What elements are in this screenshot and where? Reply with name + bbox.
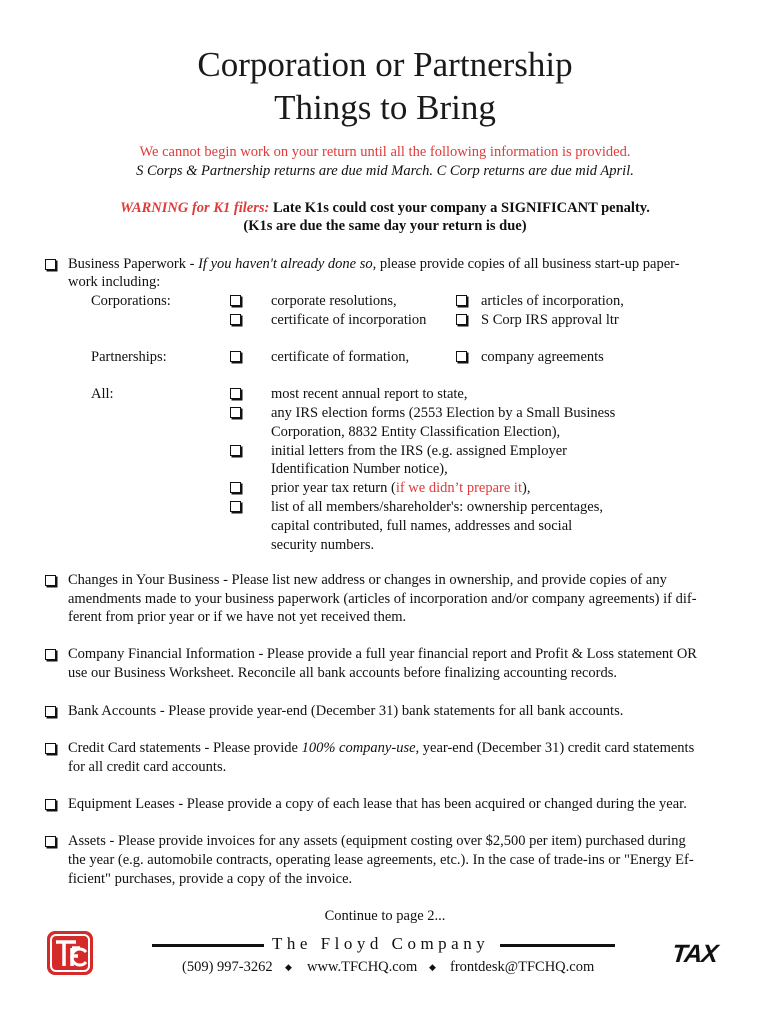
articles-of-incorporation: articles of incorporation, (481, 293, 624, 309)
checkbox-credit-card[interactable] (45, 743, 56, 754)
annual-report: most recent annual report to state, (271, 386, 468, 402)
warning-label: WARNING for K1 filers: (120, 200, 270, 216)
footer-company-name: The Floyd Company (272, 934, 490, 953)
financial-l2: use our Business Worksheet. Reconcile all bank accounts before finalizing accounting records. (68, 665, 617, 681)
prior-year-return (271, 479, 530, 498)
checkbox-business-paperwork[interactable] (45, 259, 56, 270)
business-paperwork-line2: work including: (68, 274, 161, 290)
company-agreements: company agreements (481, 349, 604, 365)
checkbox-financial[interactable] (45, 649, 56, 660)
corporations-label: Corporations: (91, 293, 171, 309)
financial-l1: Company Financial Information - Please provide a full year financial report and Profit & Loss statement OR (68, 646, 697, 662)
checkbox-changes[interactable] (45, 575, 56, 586)
checkbox-certificate-of-incorporation[interactable] (230, 314, 241, 325)
warning-line-2: (K1s are due the same day your return is due) (243, 218, 527, 234)
checkbox-company-agreements[interactable] (456, 351, 467, 362)
footer-website[interactable]: www.TFCHQ.com (307, 959, 418, 975)
tfc-logo (46, 930, 94, 976)
irs-election-forms-l2: Corporation, 8832 Entity Classification Election), (271, 424, 561, 440)
due-dates-text: S Corps & Partnership returns are due mid March. C Corp returns are due mid April. (136, 163, 634, 179)
checkbox-irs-election-forms[interactable] (230, 407, 241, 418)
checkbox-bank-accounts[interactable] (45, 706, 56, 717)
business-paperwork-rest: please provide copies of all business start-up paper- (376, 256, 680, 272)
initial-irs-letters-l1: initial letters from the IRS (e.g. assigned Employer (271, 443, 567, 459)
footer-rule-left (152, 944, 264, 947)
certificate-of-incorporation: certificate of incorporation (271, 312, 427, 328)
footer-rule-right (500, 944, 615, 947)
credit-card-post: year-end (December 31) credit card statements (419, 740, 695, 756)
checkbox-assets[interactable] (45, 836, 56, 847)
credit-card-pre: Credit Card statements - Please provide (68, 740, 302, 756)
credit-card-l1 (68, 739, 694, 758)
initial-irs-letters-l2: Identification Number notice), (271, 461, 448, 477)
tax-logo: TAX (670, 940, 719, 968)
changes-l2: amendments made to your business paperwork (articles of incorporation and/or company agreements) if dif- (68, 591, 697, 607)
members-list-l1: list of all members/shareholder's: ownership percentages, (271, 499, 603, 515)
checkbox-initial-irs-letters[interactable] (230, 445, 241, 456)
members-list-l3: security numbers. (271, 537, 375, 553)
business-paperwork-heading: Business Paperwork - (68, 256, 199, 272)
checkbox-annual-report[interactable] (230, 388, 241, 399)
footer-email[interactable]: frontdesk@TFCHQ.com (450, 959, 595, 975)
checkbox-corporate-resolutions[interactable] (230, 295, 241, 306)
page-title: Corporation or Partnership (197, 45, 573, 84)
equipment-leases: Equipment Leases - Please provide a copy of each lease that has been acquired or changed during the year. (68, 796, 687, 812)
checkbox-articles-of-incorporation[interactable] (456, 295, 467, 306)
credit-card-l2: for all credit card accounts. (68, 759, 227, 775)
footer-bullet-1: ◆ (285, 962, 292, 972)
checkbox-s-corp-approval[interactable] (456, 314, 467, 325)
prior-year-return-pre: prior year tax return ( (271, 480, 396, 496)
warning-line (0, 199, 770, 217)
continue-text: Continue to page 2... (324, 908, 446, 924)
notice-text: We cannot begin work on your return until all the following information is provided. (139, 144, 631, 160)
s-corp-approval: S Corp IRS approval ltr (481, 312, 619, 328)
checkbox-certificate-of-formation[interactable] (230, 351, 241, 362)
changes-l1: Changes in Your Business - Please list new address or changes in ownership, and provide copies of any (68, 572, 667, 588)
irs-election-forms-l1: any IRS election forms (2553 Election by a Small Business (271, 405, 616, 421)
bank-accounts: Bank Accounts - Please provide year-end (December 31) bank statements for all bank accounts. (68, 703, 624, 719)
footer-phone: (509) 997-3262 (182, 959, 273, 975)
all-label: All: (91, 386, 114, 402)
members-list-l2: capital contributed, full names, addresses and social (271, 518, 573, 534)
corporate-resolutions: corporate resolutions, (271, 293, 397, 309)
footer-bullet-2: ◆ (429, 962, 436, 972)
assets-l2: the year (e.g. automobile contracts, operating lease agreements, etc.). In the case of trade-ins or "Energy Ef- (68, 852, 694, 868)
credit-card-italic: 100% company-use, (301, 740, 420, 756)
checkbox-members-list[interactable] (230, 501, 241, 512)
certificate-of-formation: certificate of formation, (271, 349, 410, 365)
prior-year-return-note: if we didn’t prepare it (395, 480, 522, 496)
business-paperwork-line1 (68, 255, 680, 274)
page-subtitle: Things to Bring (274, 88, 496, 127)
partnerships-label: Partnerships: (91, 349, 167, 365)
warning-text: Late K1s could cost your company a SIGNIFICANT penalty. (272, 200, 650, 216)
changes-l3: ferent from prior year or if we have not yet received them. (68, 609, 407, 625)
logo-background (47, 931, 93, 975)
assets-l1: Assets - Please provide invoices for any assets (equipment costing over $2,500 per item) purchased during (68, 833, 686, 849)
business-paperwork-italic: If you haven't already done so, (198, 256, 377, 272)
prior-year-return-post: ), (521, 480, 531, 496)
assets-l3: ficient" purchases, provide a copy of the invoice. (68, 871, 353, 887)
checkbox-prior-year-return[interactable] (230, 482, 241, 493)
checkbox-equipment-leases[interactable] (45, 799, 56, 810)
